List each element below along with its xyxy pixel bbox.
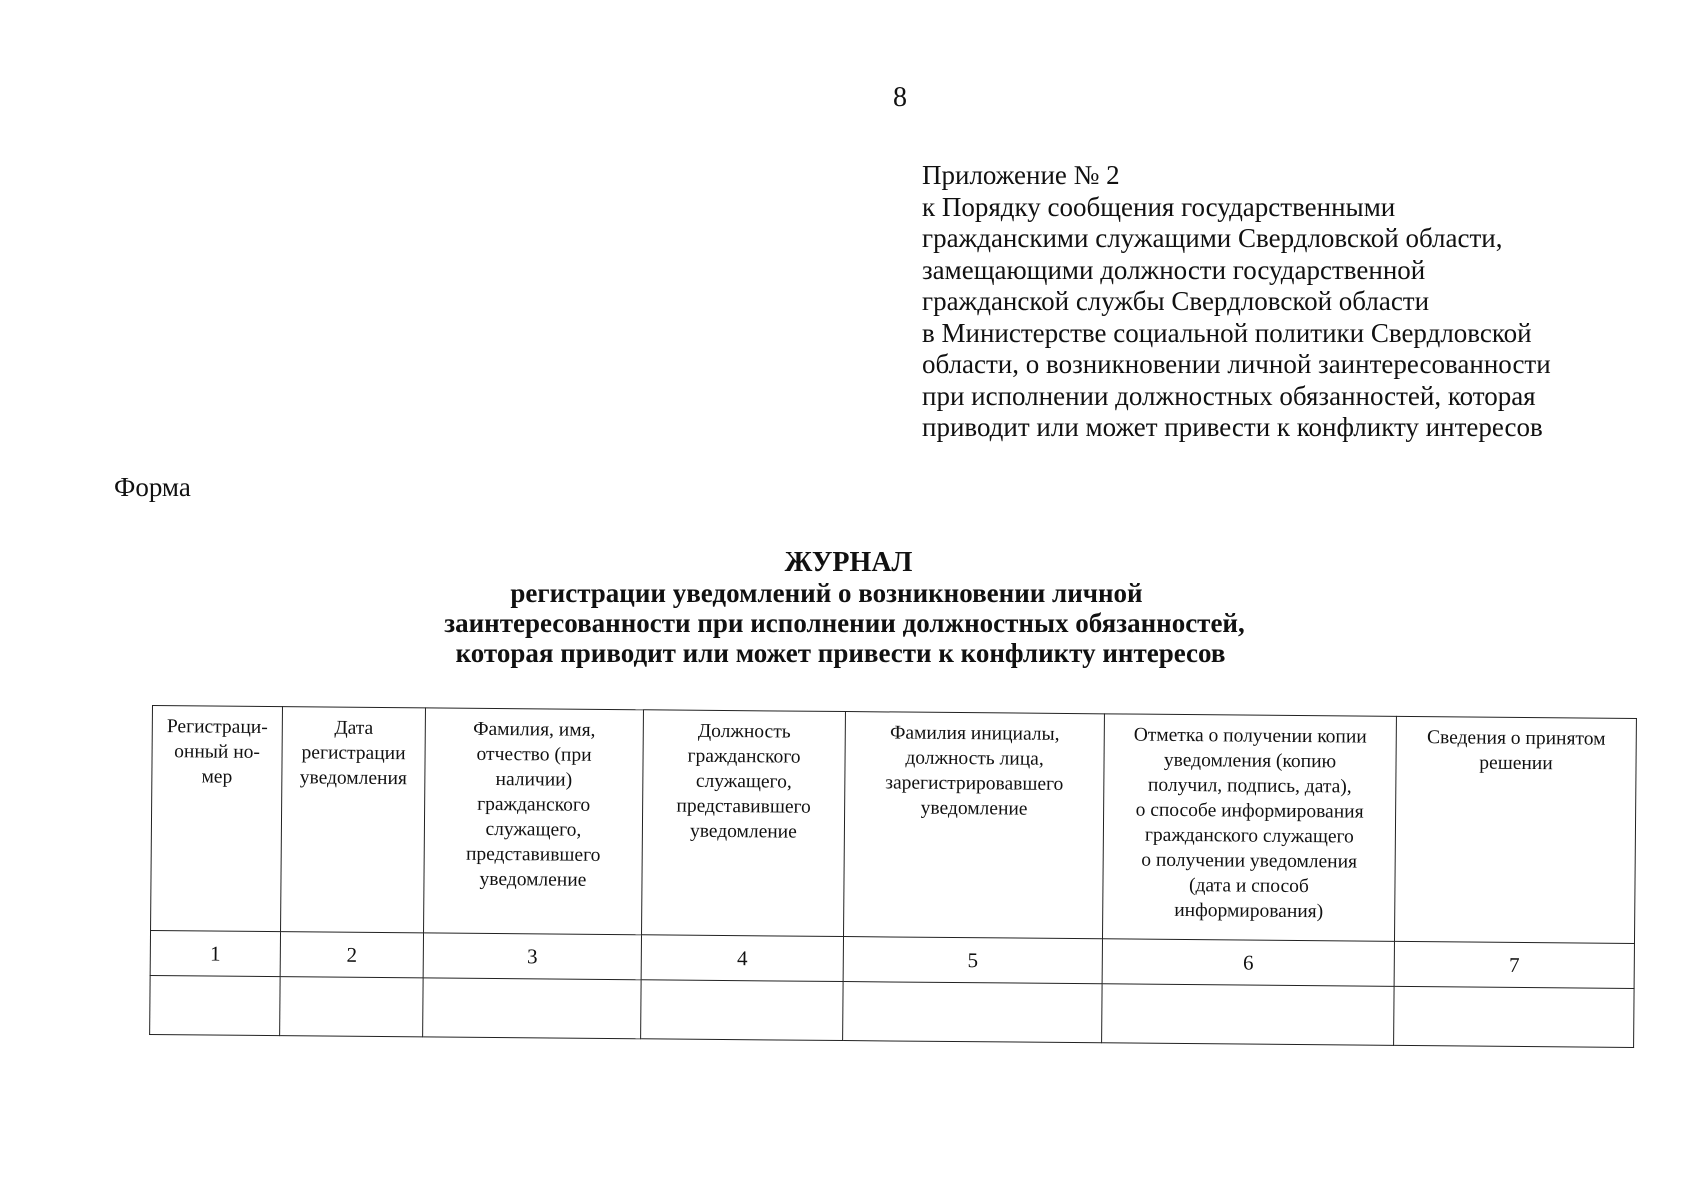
appendix-line: к Порядку сообщения государственными [922,191,1396,222]
column-header-line: информирования) [1174,899,1324,923]
column-header-line: уведомление [920,797,1028,820]
column-header-line: уведомления (копию [1163,749,1337,773]
column-header-line: Должность [697,720,791,743]
column-number-cell: 5 [843,937,1102,984]
journal-subtitle-line: заинтересованности при исполнении должностных обязанностей, [444,608,1245,638]
table-cell [1394,986,1635,1047]
column-header [844,712,1105,939]
table-cell [843,982,1103,1043]
column-header-line: уведомления [299,767,408,790]
column-header [281,707,426,933]
column-header-line: уведомление [689,820,797,843]
column-header [151,706,283,932]
column-header-line: Дата [334,717,374,739]
appendix-line: замещающими должности государственной [922,254,1426,285]
appendix-line: гражданской службы Свердловской области [922,286,1430,316]
column-number-cell: 3 [423,933,641,980]
column-header-line: служащего, [485,818,582,841]
column-header-line: регистрации [301,742,406,765]
column-header [1102,714,1396,942]
column-header-line: гражданского [477,793,591,816]
column-number-cell: 4 [641,935,843,982]
column-header-line: решении [1479,752,1553,775]
column-header-line: о способе информирования [1135,799,1364,823]
page-number: 8 [893,82,907,113]
column-header-line: получил, подпись, дата), [1147,774,1352,798]
column-header-line: Фамилия, имя, [473,718,596,741]
journal-subtitle-line: регистрации уведомлений о возникновении личной [510,578,1143,608]
column-header-line: о получении уведомления [1141,849,1358,873]
column-header-line: представившего [676,795,811,818]
column-header-line: представившего [465,843,601,866]
column-header [642,710,846,937]
column-header-line: мер [201,766,233,788]
table-cell [150,975,281,1035]
journal-title: ЖУРНАЛ [784,547,913,578]
column-header-line: зарегистрировавшего [885,772,1064,795]
column-header-line: Сведения о принятом [1426,727,1606,750]
column-header-line: гражданского [687,745,801,768]
appendix-line: приводит или может привести к конфликту интересов [922,412,1543,442]
column-header-line: наличии) [495,769,573,791]
appendix-line: Приложение № 2 [922,160,1120,190]
column-header-line: гражданского служащего [1144,824,1354,848]
table-cell [641,980,844,1041]
table-header-row [151,706,1637,944]
column-header-line: должность лица, [905,747,1044,770]
column-header-line: онный но- [174,741,261,763]
table-cell [280,977,424,1037]
journal-title-block [0,548,1697,668]
appendix-block [922,160,1551,444]
appendix-line: при исполнении должностных обязанностей, которая [922,380,1536,411]
table-cell [1102,984,1395,1046]
appendix-line: гражданскими служащими Свердловской области, [922,223,1503,253]
table-cell [423,978,642,1039]
column-header-line: уведомление [479,868,587,891]
appendix-line: в Министерстве социальной политики Свердловской [922,317,1532,348]
column-header [424,708,644,935]
column-number-cell: 6 [1102,939,1394,987]
column-header-line: Отметка о получении копии [1133,724,1367,748]
form-label: Форма [114,472,191,502]
table-row [150,975,1634,1047]
column-header-line: Фамилия инициалы, [889,722,1060,745]
column-number-cell: 2 [280,932,423,978]
registration-journal-table [149,705,1637,1048]
column-header-line: служащего, [695,770,792,793]
column-header-line: (дата и способ [1188,875,1309,898]
column-number-cell: 1 [150,930,280,976]
column-number-cell: 7 [1394,941,1634,988]
appendix-line: области, о возникновении личной заинтересованности [922,349,1551,379]
journal-subtitle-line: которая приводит или может привести к конфликту интересов [455,638,1226,668]
column-header-line: отчество (при [476,743,592,766]
column-header-line: Регистраци- [166,716,268,739]
column-header [1394,716,1636,943]
